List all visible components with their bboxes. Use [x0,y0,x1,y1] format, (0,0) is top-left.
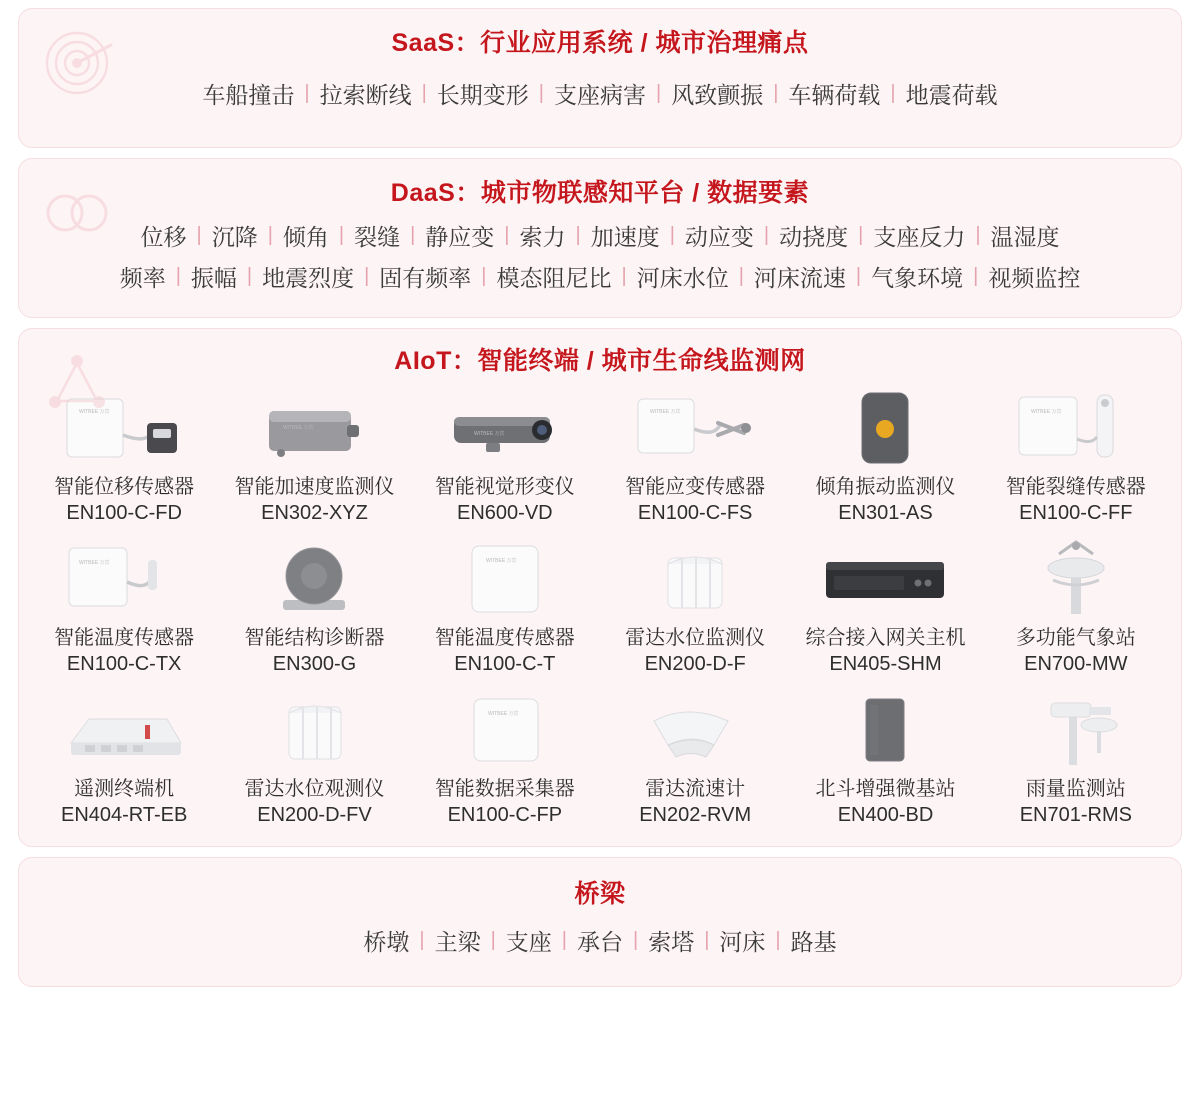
daas-item-list-row2 [19,256,1181,297]
device-card[interactable] [29,683,219,830]
daas-item-5[interactable]: 河床水位 [636,265,729,291]
daas-title-prefix: DaaS： [390,179,481,207]
divider: | [575,224,581,246]
divider: | [410,224,416,246]
divider: | [858,224,864,246]
saas-item-1[interactable]: 拉索断线 [319,82,412,108]
daas-item-8[interactable]: 视频监控 [988,265,1081,291]
svg-text:WITBEE 万宾: WITBEE 万宾 [79,409,110,415]
device-name: 雨量监测站 [1025,778,1126,800]
daas-item-2[interactable]: 倾角 [282,224,329,250]
divider: | [481,265,487,287]
bridge-title: 桥梁 [574,880,626,908]
bridge-item-3[interactable]: 承台 [577,929,623,955]
device-card[interactable] [410,683,600,830]
bridge-item-list [19,916,1181,961]
daas-item-10[interactable]: 温湿度 [990,224,1060,250]
divider: | [975,224,981,246]
daas-item-3[interactable]: 裂缝 [354,224,401,250]
radar-velocity-meter-icon [620,687,770,773]
daas-item-7[interactable]: 气象环境 [871,265,964,291]
bridge-item-2[interactable]: 支座 [505,929,552,955]
crack-sensor-icon [1001,385,1151,471]
device-name: 遥测终端机 [74,778,175,800]
device-model: EN302-XYZ [261,502,368,524]
device-name: 雷达流速计 [645,778,746,800]
device-card[interactable] [981,683,1171,830]
divider: | [490,929,496,951]
daas-item-list-row1 [19,215,1181,256]
daas-item-1[interactable]: 沉降 [211,224,258,250]
aiot-title [19,329,1181,379]
divider: | [763,224,770,246]
divider: | [421,82,427,104]
divider: | [267,224,273,246]
divider: | [855,265,862,287]
bridge-item-1[interactable]: 主梁 [434,929,481,955]
device-name: 智能温度传感器 [54,627,195,649]
daas-item-6[interactable]: 加速度 [590,224,660,250]
device-name: 智能位移传感器 [54,476,195,498]
device-name: 智能视觉形变仪 [434,476,575,498]
data-collector-icon [430,687,580,773]
saas-item-list [19,73,1181,114]
daas-item-4[interactable]: 模态阻尼比 [496,265,612,291]
device-name: 智能应变传感器 [625,476,766,498]
device-card[interactable] [600,381,790,528]
saas-title-main: 行业应用系统 / 城市治理痛点 [480,29,809,57]
device-model: EN200-D-FV [257,804,372,826]
bridge-item-6[interactable]: 路基 [790,929,837,955]
divider: | [621,265,627,287]
saas-item-5[interactable]: 车辆荷载 [788,82,881,108]
daas-item-4[interactable]: 静应变 [425,224,495,250]
daas-item-5[interactable]: 索力 [519,224,566,250]
divider: | [738,265,744,287]
divider: | [890,82,896,104]
device-model: EN100-C-FS [637,502,753,524]
device-card[interactable] [219,381,409,528]
device-name: 雷达水位监测仪 [625,627,766,649]
weather-station-icon [1001,536,1151,622]
bridge-item-4[interactable]: 索塔 [648,929,695,955]
divider: | [704,929,710,951]
rain-gauge-station-icon [1001,687,1151,773]
device-model: EN701-RMS [1019,804,1132,826]
device-card[interactable] [219,683,409,830]
divider: | [561,929,567,951]
daas-item-2[interactable]: 地震烈度 [262,265,355,291]
displacement-sensor-icon [49,385,199,471]
device-card[interactable] [29,532,219,679]
divider: | [538,82,544,104]
device-model: EN404-RT-EB [60,804,188,826]
bridge-item-5[interactable]: 河床 [719,929,766,955]
aiot-title-main: 智能终端 / 城市生命线监测网 [477,347,806,375]
device-grid [19,379,1181,836]
device-name: 多功能气象站 [1015,627,1136,649]
device-card[interactable] [219,532,409,679]
saas-item-4[interactable]: 风致颤振 [671,82,764,108]
device-model: EN100-C-FD [66,502,182,524]
device-model: EN700-MW [1024,653,1128,675]
divider: | [773,82,779,104]
device-name: 智能裂缝传感器 [1005,476,1146,498]
radar-water-observer-icon [239,687,389,773]
device-model: EN400-BD [837,804,934,826]
temperature-panel-icon [430,536,580,622]
device-name: 倾角振动监测仪 [815,476,956,498]
device-card[interactable] [29,381,219,528]
daas-item-0[interactable]: 频率 [119,265,166,291]
device-card[interactable] [410,532,600,679]
daas-item-3[interactable]: 固有频率 [379,265,472,291]
device-model: EN600-VD [457,502,553,524]
divider: | [246,265,253,287]
device-model: EN100-C-FP [447,804,563,826]
svg-text:WITBEE 万宾: WITBEE 万宾 [1030,409,1062,415]
radar-water-level-icon [620,536,770,622]
device-card[interactable] [981,381,1171,528]
svg-text:WITBEE 万宾: WITBEE 万宾 [650,409,681,415]
device-name: 综合接入网关主机 [805,627,966,649]
daas-item-9[interactable]: 支座反力 [873,224,966,250]
svg-text:WITBEE 万宾: WITBEE 万宾 [487,711,519,717]
divider: | [364,265,370,287]
device-card[interactable] [410,381,600,528]
device-model: EN100-C-TX [66,653,182,675]
device-model: EN300-G [272,653,357,675]
daas-panel [18,158,1182,318]
tilt-vibration-monitor-icon [810,385,960,471]
structure-diagnoser-icon [239,536,389,622]
divider: | [669,224,675,246]
strain-sensor-icon [620,385,770,471]
device-name: 智能加速度监测仪 [234,476,395,498]
divider: | [973,265,979,287]
divider: | [633,929,639,951]
device-name: 雷达水位观测仪 [244,778,385,800]
daas-item-8[interactable]: 动挠度 [779,224,849,250]
svg-text:WITBEE 万宾: WITBEE 万宾 [473,431,505,437]
divider: | [775,929,781,951]
aiot-panel [18,328,1182,847]
temperature-sensor-icon [49,536,199,622]
daas-item-6[interactable]: 河床流速 [753,265,846,291]
device-model: EN202-RVM [639,804,752,826]
saas-item-2[interactable]: 长期变形 [436,82,529,108]
daas-title-main: 城市物联感知平台 / 数据要素 [480,179,810,207]
divider: | [304,82,310,104]
svg-text:WITBEE 万宾: WITBEE 万宾 [283,425,315,431]
saas-item-6[interactable]: 地震荷载 [905,82,998,108]
divider: | [196,224,202,246]
vision-camera-icon [430,385,580,471]
beidou-micro-station-icon [810,687,960,773]
bridge-panel [18,857,1182,987]
device-model: EN405-SHM [829,653,942,675]
divider: | [419,929,425,951]
saas-title-prefix: SaaS： [391,29,481,57]
device-model: EN100-C-FF [1019,502,1133,524]
daas-title [19,159,1181,215]
aiot-title-prefix: AIoT： [394,347,478,375]
daas-item-0[interactable]: 位移 [140,224,187,250]
device-model: EN301-AS [838,502,933,524]
saas-item-0[interactable]: 车船撞击 [202,82,295,108]
saas-panel [18,8,1182,148]
svg-text:WITBEE 万宾: WITBEE 万宾 [79,560,110,566]
divider: | [338,224,345,246]
device-card[interactable] [790,683,980,830]
device-card[interactable] [600,532,790,679]
device-card[interactable] [790,381,980,528]
daas-item-1[interactable]: 振幅 [190,265,237,291]
saas-title [19,9,1181,65]
device-card[interactable] [790,532,980,679]
device-name: 智能数据采集器 [434,778,575,800]
device-model: EN100-C-T [454,653,556,675]
divider: | [504,224,510,246]
acceleration-monitor-icon [239,385,389,471]
gateway-host-icon [810,536,960,622]
bridge-item-0[interactable]: 桥墩 [363,929,410,955]
device-name: 智能温度传感器 [434,627,575,649]
divider: | [175,265,181,287]
divider: | [656,82,662,104]
daas-item-7[interactable]: 动应变 [684,224,754,250]
telemetry-terminal-icon [49,687,199,773]
device-model: EN200-D-F [644,653,746,675]
device-name: 智能结构诊断器 [244,627,385,649]
device-name: 北斗增强微基站 [815,778,956,800]
saas-item-3[interactable]: 支座病害 [554,82,646,108]
device-card[interactable] [981,532,1171,679]
device-card[interactable] [600,683,790,830]
svg-text:WITBEE 万宾: WITBEE 万宾 [485,558,517,564]
